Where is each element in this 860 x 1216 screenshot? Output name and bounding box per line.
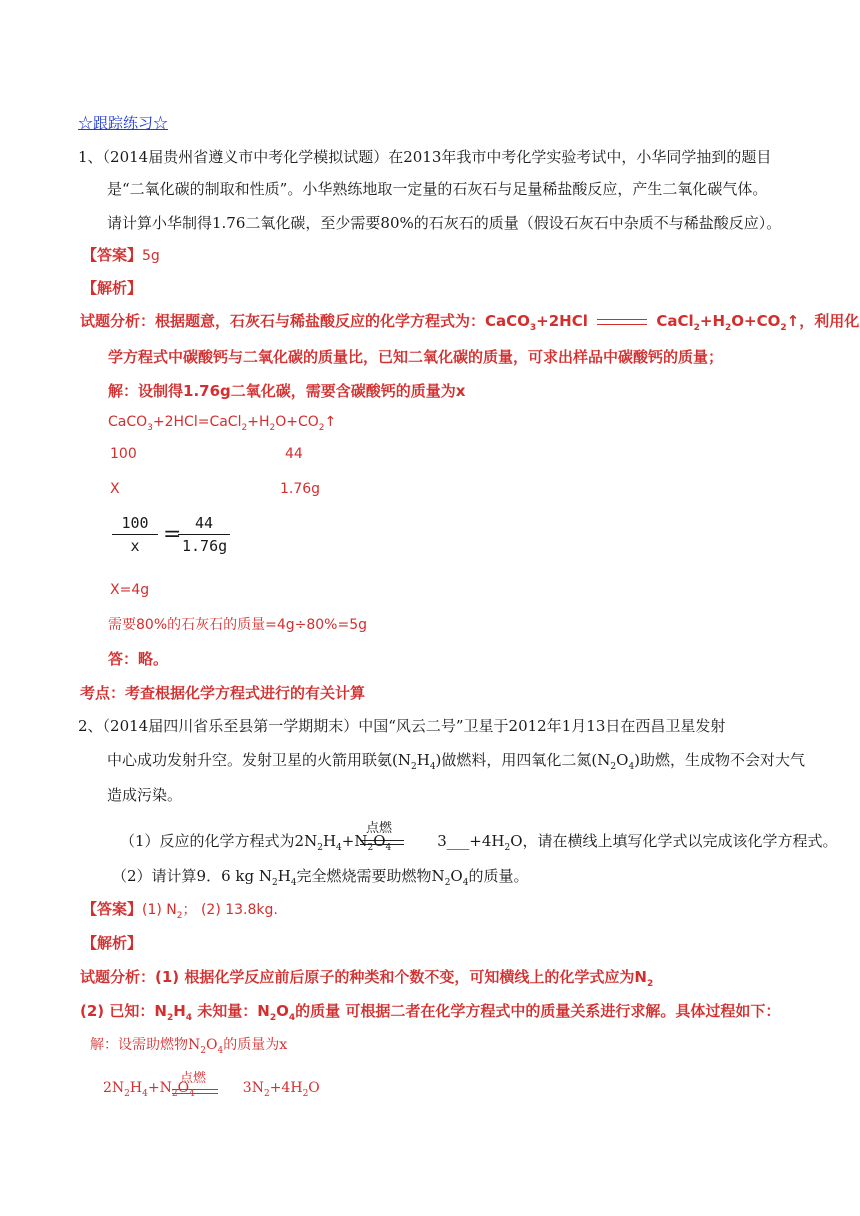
- kaodian: 考点：考查根据化学方程式进行的有关计算: [80, 684, 366, 702]
- q2-answer: 【答案】(1) $N_2$； (2) 13.8kg.: [82, 900, 278, 922]
- q2-line1: 2、（2014届四川省乐至县第一学期期末）中国“风云二号”卫星于2012年1月13日在西昌卫星发射: [78, 717, 726, 735]
- equals-sign: =: [163, 522, 182, 547]
- answer-value: 5g: [142, 248, 160, 264]
- q1-line3: 请计算小华制得1.76二氧化碳，至少需要80%的石灰石的质量（假设石灰石中杂质不与稀盐酸反应）。: [107, 214, 782, 232]
- fraction-right: 44 1.76g: [178, 514, 230, 555]
- mass-44: 44: [285, 446, 303, 462]
- reaction-double-line: [597, 319, 647, 325]
- ignite-label-1: 点燃: [366, 821, 393, 836]
- var-X: X: [110, 481, 120, 497]
- q2-analysis-tag: 【解析】: [82, 934, 143, 952]
- q1-line2: 是“二氧化碳的制取和性质”。小华熟练地取一定量的石灰石与足量稀盐酸反应，产生二氧化碳气体。: [107, 180, 768, 198]
- section-title: ☆跟踪练习☆: [78, 114, 169, 132]
- q2-analysis-line1: 试题分析：(1) 根据化学反应前后原子的种类和个数不变，可知横线上的化学式应为$N_2$: [80, 968, 654, 989]
- conclusion: 答：略。: [108, 650, 169, 668]
- q1-line1: 1、（2014届贵州省遵义市中考化学模拟试题）在2013年我市中考化学实验考试中，小华同学抽到的题目: [78, 148, 772, 166]
- mass-100: 100: [110, 446, 137, 462]
- mass-1-76: 1.76g: [280, 481, 321, 497]
- fraction-left: 100 x: [112, 514, 158, 555]
- answer-tag: 【答案】: [82, 246, 143, 264]
- q1-answer: [82, 244, 160, 265]
- q2-part2: （2）请计算9．6 kg $N_2H_4$完全燃烧需要助燃物$N_2O_4$的质量。: [112, 867, 529, 888]
- q1-solve-line: 解：设制得1.76g二氧化碳，需要含碳酸钙的质量为x: [108, 382, 466, 400]
- q2-part1: （1）反应的化学方程式为$2N_2H_4+N_2O_4$ $3\_\_\_+4H_2O$，请在横线上填写化学式以完成该化学方程式。: [120, 832, 838, 853]
- q1-equation: $CaCO_3+2HCl=CaCl_2+H_2O+CO_2↑$: [108, 414, 337, 433]
- q2-analysis-line2: (2) 已知：$N_2H_4$ 未知量：$N_2O_4$的质量 可根据二者在化学方程式中的质量关系进行求解。具体过程如下：: [80, 1002, 781, 1023]
- q2-line3: 造成污染。: [107, 786, 183, 804]
- q1-analysis-line2: 学方程式中碳酸钙与二氧化碳的质量比，已知二氧化碳的质量，可求出样品中碳酸钙的质量；: [108, 348, 724, 366]
- need-line: 需要80%的石灰石的质量=4g÷80%=5g: [108, 617, 368, 633]
- q1-analysis-line1: 试题分析：根据题意，石灰石与稀盐酸反应的化学方程式为：CaCO$_3$+2HCl $CaCl_2+H_2O+CO_2↑$，利用化: [80, 312, 860, 333]
- q1-analysis-tag: 【解析】: [82, 279, 143, 297]
- q2-final-equation: $2N_2H_4+N_2O_4$ $3N_2+4H_2O$: [103, 1080, 320, 1099]
- q2-line2: 中心成功发射升空。发射卫星的火箭用联氨$(N_2H_4)$做燃料，用四氧化二氮$(N_2O_4)$助燃，生成物不会对大气: [107, 751, 806, 772]
- ignite-label-2: 点燃: [180, 1071, 207, 1086]
- x-result: X=4g: [110, 582, 150, 598]
- q2-solve: 解：设需助燃物$N_2O_4$的质量为x: [90, 1037, 288, 1056]
